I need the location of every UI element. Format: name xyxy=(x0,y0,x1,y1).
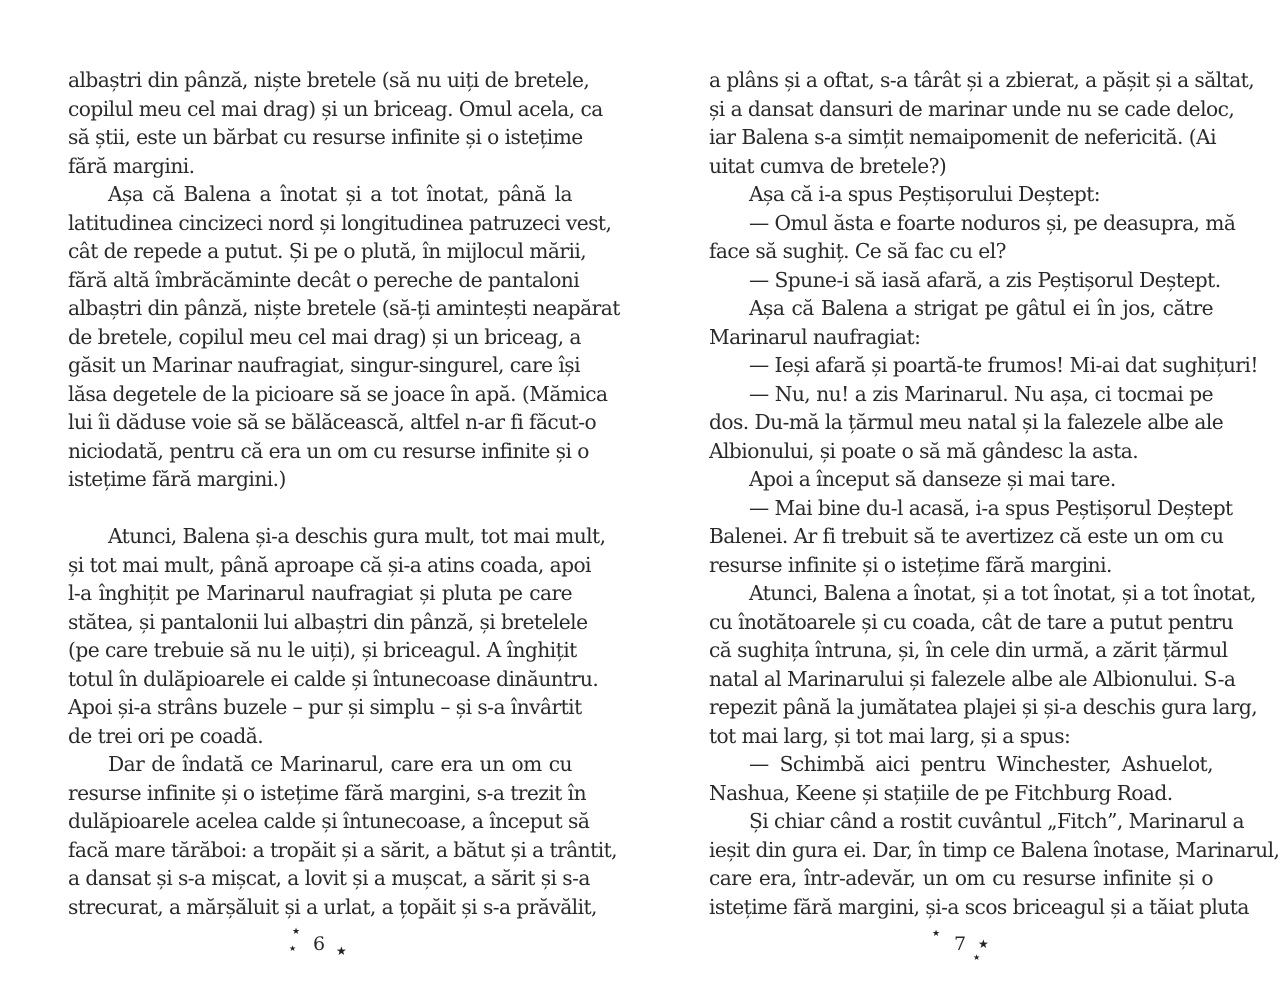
text-line: de bretele, copilul meu cel mai drag) și un briceag, a xyxy=(68,324,581,349)
text-line: care era, într-adevăr, un om cu resurse infinite și o xyxy=(709,866,1213,890)
text-line: fără altă îmbrăcăminte decât o pereche de pantaloni xyxy=(68,267,580,292)
text-line: cu înotătoarele și cu coada, cât de tare a putut pentru xyxy=(709,609,1234,634)
text-line: dos. Du-mă la țărmul meu natal și la falezele albe ale xyxy=(709,410,1224,434)
text-line: Nashua, Keene și stațiile de pe Fitchburg Road. xyxy=(709,780,1173,805)
text-line: fără margini. xyxy=(68,153,195,178)
text-line: albaștri din pânză, niște bretele (să-ți amintești neapărat xyxy=(68,296,620,320)
text-line: lăsa degetele de la picioare să se joace în apă. (Mămica xyxy=(68,381,608,406)
text-line: — Nu, nu! a zis Marinarul. Nu așa, ci tocmai pe xyxy=(749,381,1213,406)
text-line: niciodată, pentru că era un om cu resurse infinite și o xyxy=(68,438,589,463)
text-line: copilul meu cel mai drag) și un briceag. Omul acela, ca xyxy=(68,96,603,121)
text-line: uitat cumva de bretele?) xyxy=(709,153,947,178)
text-line: cât de repede a putut. Și pe o plută, în mijlocul mării, xyxy=(68,239,587,263)
text-line: Dar de îndată ce Marinarul, care era un om cu xyxy=(108,752,572,776)
left-page xyxy=(68,66,620,921)
text-line: resurse infinite și o istețime fără margini, s-a trezit în xyxy=(68,780,587,805)
text-line: dulăpioarele acelea calde și întunecoase, a început să xyxy=(68,809,590,833)
text-line: repezit până la jumătatea plajei și și-a deschis gura larg, xyxy=(709,695,1258,719)
text-line: să știi, este un bărbat cu resurse infinite și o istețime xyxy=(68,125,583,149)
text-line: — Ieși afară și poartă-te frumos! Mi-ai dat sughițuri! xyxy=(749,353,1258,377)
text-line: — Spune-i să iasă afară, a zis Peștișorul Deștept. xyxy=(749,267,1221,292)
text-line: face să sughiț. Ce să fac cu el? xyxy=(709,239,1006,263)
text-line: strecurat, a mărșăluit și a urlat, a țopăit și s-a prăvălit, xyxy=(68,894,597,919)
text-line: istețime fără margini, și-a scos briceagul și a tăiat pluta xyxy=(709,894,1249,919)
text-line: Apoi și-a strâns buzele – pur și simplu – și s-a învârtit xyxy=(68,695,582,719)
text-line: Balenei. Ar fi trebuit să te avertizez că este un om cu xyxy=(709,524,1224,548)
text-line: albaștri din pânză, niște bretele (să nu uiți de bretele, xyxy=(68,68,590,92)
text-line: Așa că i-a spus Peștișorului Deștept: xyxy=(749,182,1101,206)
text-line: tot mai larg, și tot mai larg, și a spus: xyxy=(709,723,1071,748)
text-line: și tot mai mult, până aproape că și-a atins coada, apoi xyxy=(68,552,591,577)
text-line: Așa că Balena a strigat pe gâtul ei în jos, către xyxy=(749,296,1213,320)
star-icon: ★ xyxy=(973,953,981,962)
star-icon: ★ xyxy=(336,944,347,958)
text-line: totul în dulăpioarele ei calde și întunecoase dinăuntru. xyxy=(68,666,599,691)
text-line: Atunci, Balena și-a deschis gura mult, tot mai mult, xyxy=(108,524,606,548)
right-page xyxy=(709,66,1280,921)
star-icon: ★ xyxy=(978,937,989,951)
star-icon: ★ xyxy=(292,927,301,937)
text-line: — Mai bine du-l acasă, i-a spus Peștișorul Deștept xyxy=(749,495,1233,520)
text-line: iar Balena s-a simțit nemaipomenit de nefericită. (Ai xyxy=(709,125,1216,149)
star-icon: ★ xyxy=(289,944,297,953)
page-number-left: 6 xyxy=(313,933,326,955)
text-line: de trei ori pe coadă. xyxy=(68,723,264,748)
text-line: (pe care trebuie să nu le uiți), și briceagul. A înghițit xyxy=(68,638,577,662)
text-line: latitudinea cincizeci nord și longitudinea patruzeci vest, xyxy=(68,210,612,235)
text-line: Atunci, Balena a înotat, și a tot înotat, și a tot înotat, xyxy=(749,581,1256,605)
text-line: stătea, și pantalonii lui albaștri din pânză, și bretelele xyxy=(68,609,588,634)
text-line: resurse infinite și o istețime fără margini. xyxy=(709,552,1112,577)
text-line: natal al Marinarului și falezele albe ale Albionului. S-a xyxy=(709,666,1236,691)
text-line: a plâns și a oftat, s-a târât și a zbierat, a pășit și a săltat, xyxy=(709,68,1255,92)
text-line: găsit un Marinar naufragiat, singur-singurel, care își xyxy=(68,353,580,377)
text-line: Albionului, și poate o să mă gândesc la asta. xyxy=(709,438,1139,463)
text-line: Și chiar când a rostit cuvântul „Fitch”, Marinarul a xyxy=(749,809,1245,833)
star-icon: ★ xyxy=(932,929,941,939)
text-line: ieșit din gura ei. Dar, în timp ce Balena înotase, Marinarul, xyxy=(709,837,1280,862)
page-number-right: 7 xyxy=(954,933,967,955)
text-line: a dansat și s-a mișcat, a lovit și a mușcat, a sărit și s-a xyxy=(68,866,590,890)
text-line: istețime fără margini.) xyxy=(68,467,286,491)
text-line: — Schimbă aici pentru Winchester, Ashuelot, xyxy=(749,752,1213,776)
text-line: — Omul ăsta e foarte noduros și, pe deasupra, mă xyxy=(749,210,1236,235)
text-line: lui îi dăduse voie să se bălăcească, altfel n-ar fi făcut-o xyxy=(68,410,597,434)
text-line: Marinarul naufragiat: xyxy=(709,324,921,349)
paragraph-gap xyxy=(68,494,572,523)
text-line: facă mare tărăboi: a tropăit și a sărit, a bătut și a trântit, xyxy=(68,837,618,862)
text-line: că sughița întruna, și, în cele din urmă, a zărit țărmul xyxy=(709,638,1228,662)
text-line: l-a înghițit pe Marinarul naufragiat și pluta pe care xyxy=(68,581,572,605)
text-line: și a dansat dansuri de marinar unde nu se cade deloc, xyxy=(709,96,1235,121)
text-line: Așa că Balena a înotat și a tot înotat, până la xyxy=(108,182,572,206)
text-line: Apoi a început să danseze și mai tare. xyxy=(749,467,1116,491)
